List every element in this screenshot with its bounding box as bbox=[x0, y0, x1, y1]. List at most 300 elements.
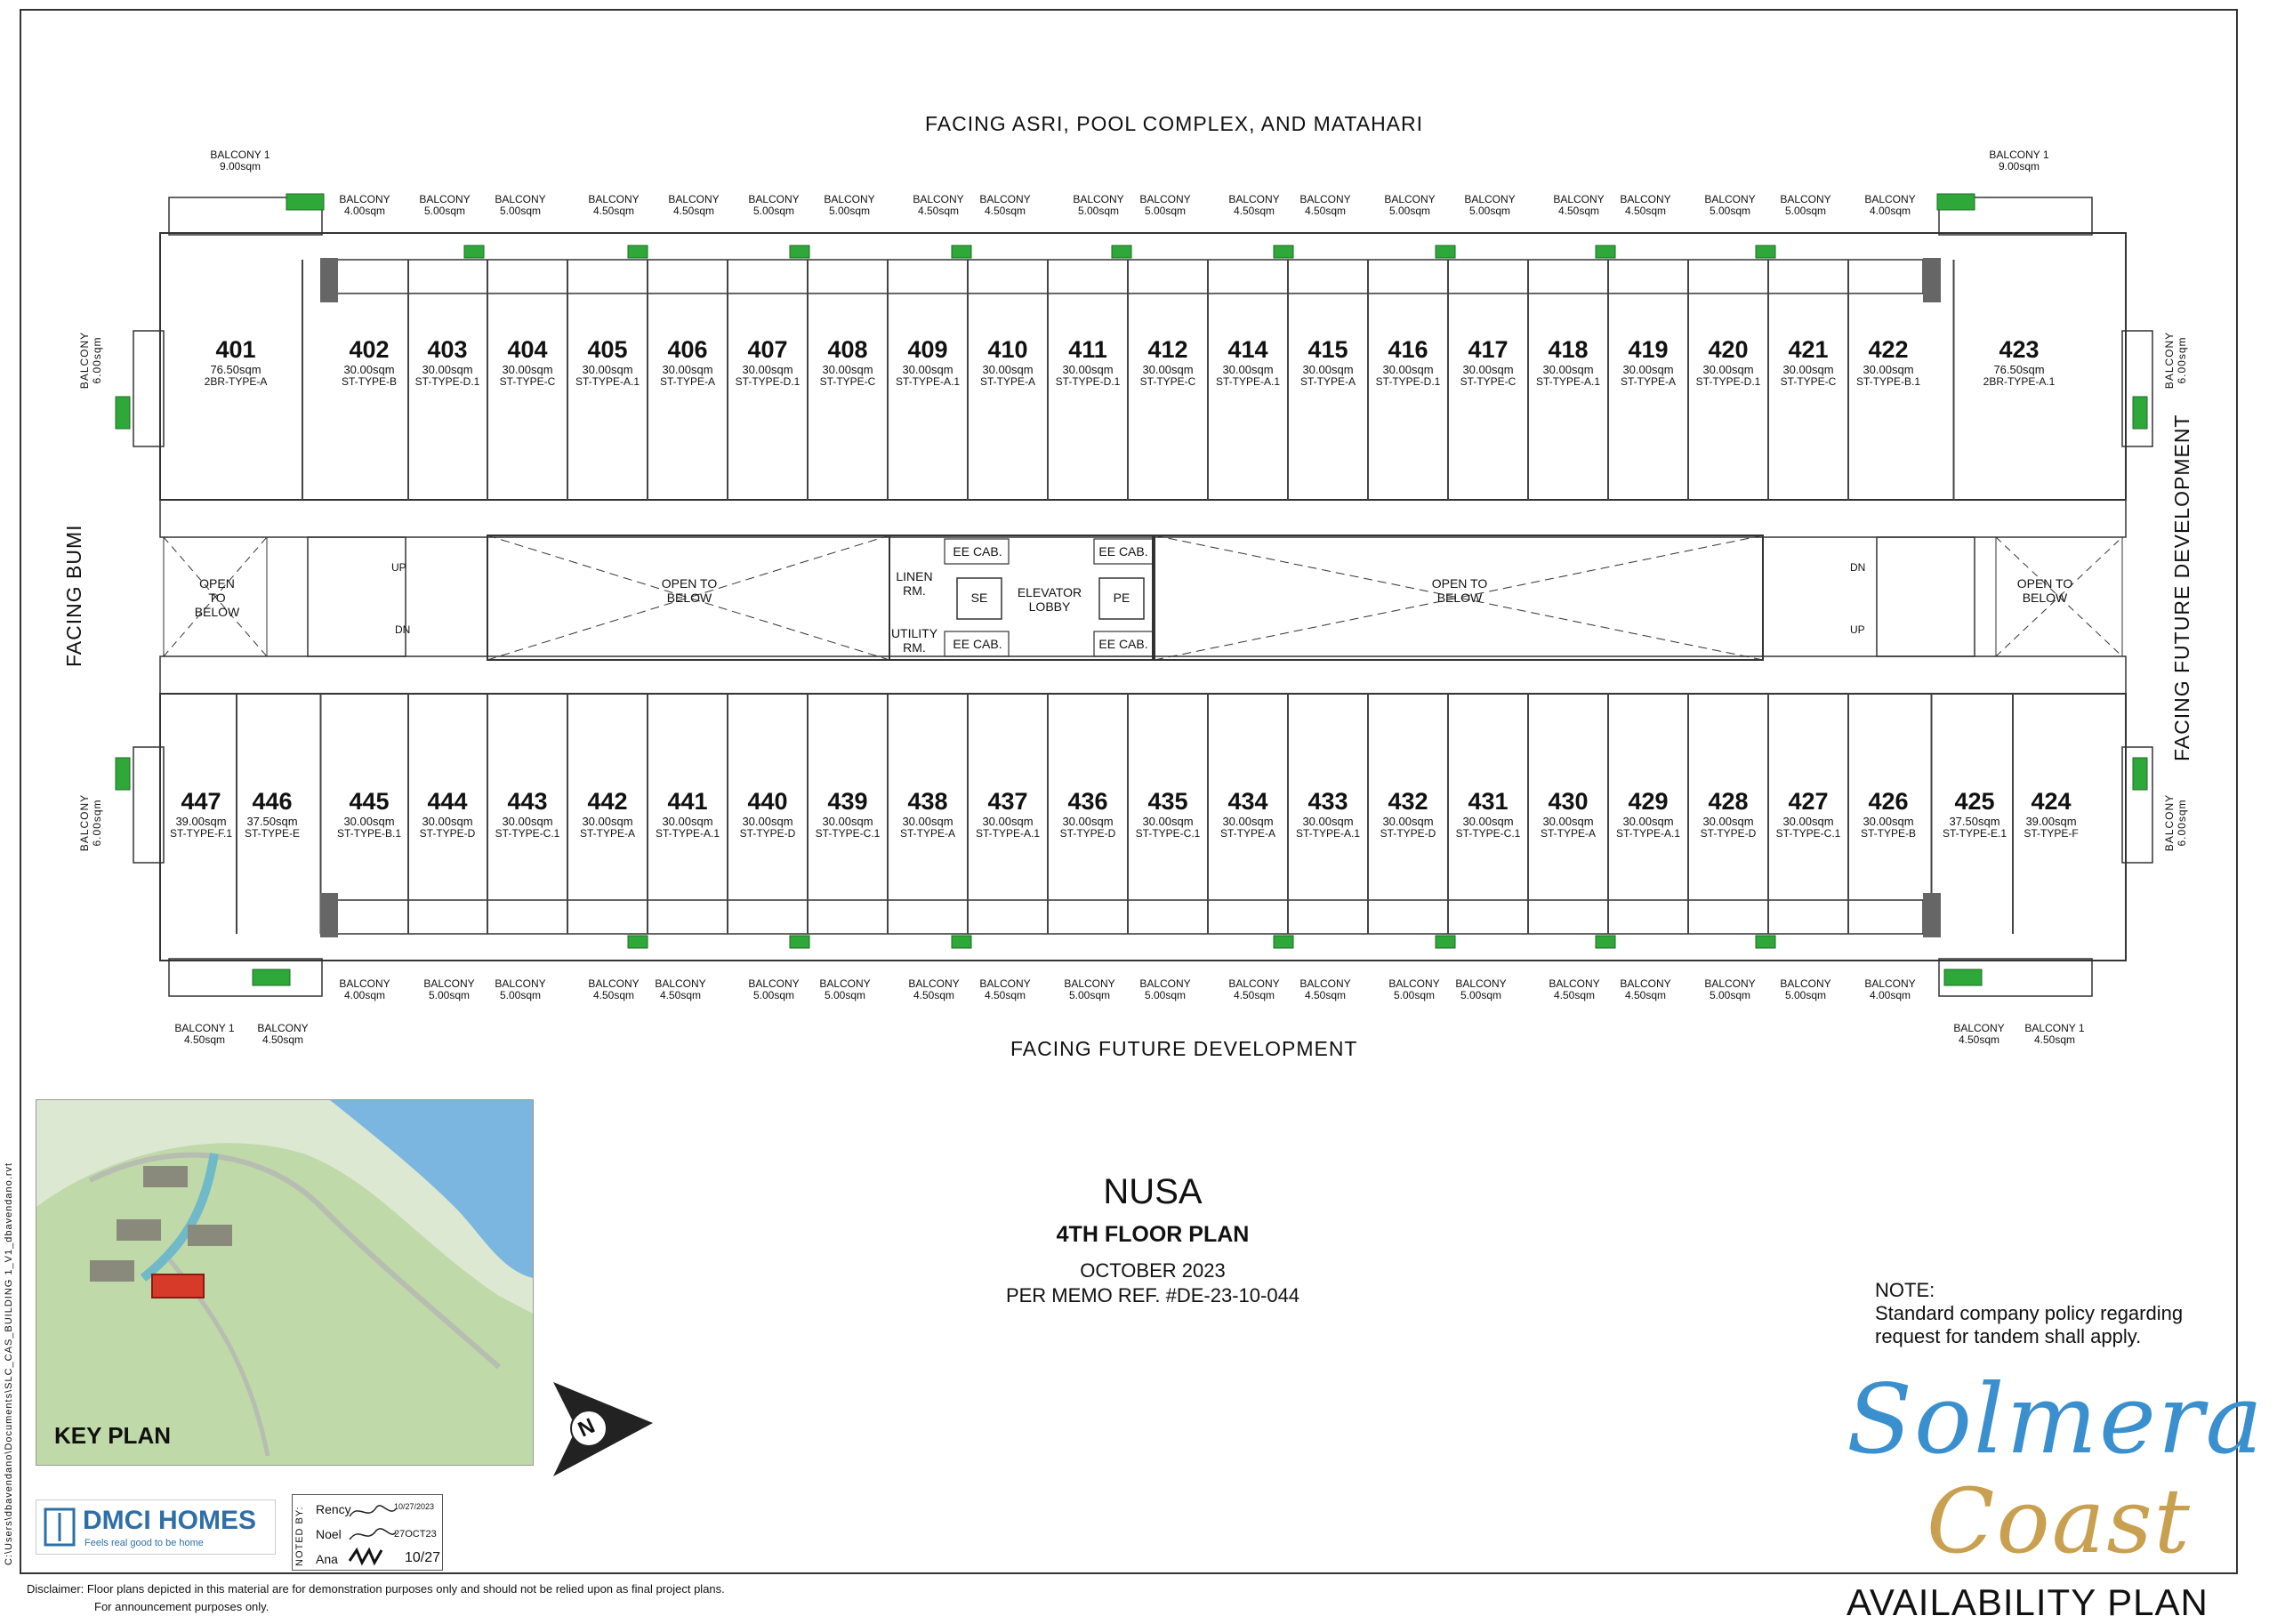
stair-up-left: UP bbox=[391, 561, 406, 574]
floor-plan-title: 4TH FLOOR PLAN bbox=[1056, 1222, 1250, 1247]
noted-by-box bbox=[292, 1494, 443, 1571]
unit-area: 30.00sqm bbox=[1462, 815, 1514, 828]
balcony-area: 4.50sqm bbox=[913, 989, 955, 1002]
balcony-area: 4.50sqm bbox=[917, 205, 960, 218]
unit-area: 30.00sqm bbox=[822, 815, 873, 828]
memo-reference: PER MEMO REF. #DE-23-10-044 bbox=[1005, 1284, 1300, 1306]
balcony-label bbox=[1983, 149, 2055, 173]
unit-number: 444 bbox=[427, 788, 468, 815]
unit-area: 37.50sqm bbox=[1949, 815, 2000, 828]
unit-area: 30.00sqm bbox=[343, 363, 395, 376]
balcony-name: BALCONY bbox=[824, 193, 875, 205]
bottom-unit-436 bbox=[1049, 790, 1127, 839]
facing-left-label: FACING BUMI bbox=[62, 524, 85, 667]
balcony-area: 4.00sqm bbox=[343, 205, 386, 218]
balcony-label bbox=[1379, 978, 1450, 1001]
balcony-area: 5.00sqm bbox=[499, 205, 542, 218]
unit-area: 30.00sqm bbox=[582, 815, 633, 828]
unit-area: 30.00sqm bbox=[582, 363, 633, 376]
unit-type: ST-TYPE-D bbox=[419, 827, 476, 840]
bottom-unit-437 bbox=[969, 790, 1047, 839]
balcony-area: 4.50sqm bbox=[1553, 989, 1596, 1002]
unit-type: ST-TYPE-A.1 bbox=[1295, 827, 1361, 840]
bottom-unit-446 bbox=[233, 790, 311, 839]
unit-number: 436 bbox=[1067, 788, 1108, 815]
balcony-name: BALCONY bbox=[1464, 193, 1516, 205]
unit-number: 446 bbox=[252, 788, 293, 815]
unit-type: ST-TYPE-B bbox=[1860, 827, 1916, 840]
balcony-name: BALCONY bbox=[1549, 977, 1600, 990]
unit-type: ST-TYPE-B.1 bbox=[336, 827, 402, 840]
open-below-center-left: OPEN TO BELOW bbox=[661, 576, 718, 606]
disclaimer-line-1: Disclaimer: Floor plans depicted in this material are for demonstration purposes only and should not be relied upon as final project plans. bbox=[27, 1582, 725, 1596]
unit-type: ST-TYPE-A.1 bbox=[1535, 375, 1601, 388]
balcony-name: BALCONY bbox=[1455, 977, 1507, 990]
balcony-side-bottom-left: BALCONY 6.00sqm bbox=[78, 793, 103, 852]
bottom-unit-444 bbox=[408, 790, 487, 839]
unit-area: 30.00sqm bbox=[822, 363, 873, 376]
balcony-name: BALCONY bbox=[1139, 193, 1191, 205]
unit-number: 441 bbox=[667, 788, 708, 815]
unit-number: 445 bbox=[349, 788, 390, 815]
ee-cab-label-4: EE CAB. bbox=[1098, 637, 1148, 651]
balcony-side-bottom-right: BALCONY 6.00sqm bbox=[2163, 793, 2188, 852]
unit-type: ST-TYPE-D bbox=[1700, 827, 1757, 840]
key-plan-label: KEY PLAN bbox=[54, 1422, 171, 1449]
unit-number: 442 bbox=[587, 788, 628, 815]
noted-by-label: NOTED BY: bbox=[294, 1506, 305, 1566]
unit-type: ST-TYPE-A bbox=[1540, 827, 1596, 840]
bottom-unit-435 bbox=[1129, 790, 1207, 839]
unit-type: ST-TYPE-A bbox=[1299, 375, 1356, 388]
unit-area: 30.00sqm bbox=[1382, 815, 1434, 828]
top-unit-404 bbox=[488, 338, 567, 387]
balcony-label bbox=[578, 194, 649, 217]
note-text: Standard company policy regarding request for tandem shall apply. bbox=[1875, 1302, 2184, 1348]
unit-type: ST-TYPE-C bbox=[1780, 375, 1837, 388]
balcony-area: 4.50sqm bbox=[672, 205, 715, 218]
unit-type: ST-TYPE-F.1 bbox=[169, 827, 232, 840]
unit-number: 407 bbox=[747, 336, 788, 363]
dmci-logo bbox=[36, 1499, 276, 1555]
unit-number: 434 bbox=[1227, 788, 1268, 815]
bottom-unit-440 bbox=[728, 790, 807, 839]
top-unit-417 bbox=[1449, 338, 1527, 387]
balcony-name: BALCONY bbox=[668, 193, 720, 205]
unit-area: 30.00sqm bbox=[1622, 815, 1674, 828]
balcony-name: BALCONY bbox=[748, 193, 800, 205]
unit-area: 30.00sqm bbox=[1302, 363, 1354, 376]
unit-number: 439 bbox=[827, 788, 868, 815]
balcony-label bbox=[1610, 978, 1681, 1001]
balcony-name: BALCONY bbox=[1064, 977, 1115, 990]
service-elevator-label: SE bbox=[970, 591, 988, 605]
unit-type: ST-TYPE-A bbox=[579, 827, 635, 840]
stair-up-right: UP bbox=[1850, 623, 1865, 636]
unit-area: 30.00sqm bbox=[1702, 815, 1754, 828]
balcony-name: BALCONY bbox=[495, 193, 546, 205]
balcony-area: 4.50sqm bbox=[183, 1033, 226, 1047]
unit-type: ST-TYPE-A.1 bbox=[655, 827, 720, 840]
balcony-label bbox=[1454, 194, 1525, 217]
dmci-emblem-icon bbox=[42, 1506, 77, 1548]
balcony-area: 5.00sqm bbox=[1784, 205, 1827, 218]
balcony-area: 5.00sqm bbox=[1144, 989, 1187, 1002]
utility-room-label: UTILITY RM. bbox=[890, 626, 938, 655]
unit-type: ST-TYPE-D bbox=[739, 827, 796, 840]
plan-date: OCTOBER 2023 bbox=[1080, 1259, 1226, 1282]
ee-cab-label-1: EE CAB. bbox=[953, 544, 1002, 559]
balcony-name: BALCONY 1 bbox=[174, 1022, 235, 1034]
top-unit-409 bbox=[889, 338, 967, 387]
bottom-unit-425 bbox=[1935, 790, 2014, 839]
bottom-unit-431 bbox=[1449, 790, 1527, 839]
unit-area: 30.00sqm bbox=[1382, 363, 1434, 376]
bottom-unit-442 bbox=[568, 790, 647, 839]
balcony-label bbox=[169, 1023, 240, 1046]
unit-number: 437 bbox=[987, 788, 1028, 815]
unit-type: ST-TYPE-D.1 bbox=[1695, 375, 1761, 388]
balcony-name: BALCONY bbox=[1073, 193, 1124, 205]
north-label: N bbox=[574, 1413, 599, 1443]
balcony-name: BALCONY bbox=[908, 977, 960, 990]
elevator-lobby-label: ELEVATOR LOBBY bbox=[1017, 585, 1082, 615]
top-unit-420 bbox=[1689, 338, 1767, 387]
top-unit-402 bbox=[330, 338, 408, 387]
unit-number: 421 bbox=[1788, 336, 1829, 363]
balcony-name: BALCONY bbox=[1864, 977, 1916, 990]
unit-number: 426 bbox=[1868, 788, 1909, 815]
unit-area: 30.00sqm bbox=[422, 363, 473, 376]
balcony-area: 5.00sqm bbox=[1709, 989, 1751, 1002]
balcony-label bbox=[1290, 978, 1361, 1001]
top-unit-423 bbox=[1980, 338, 2058, 387]
bottom-unit-441 bbox=[648, 790, 727, 839]
unit-number: 443 bbox=[507, 788, 548, 815]
balcony-name: BALCONY bbox=[913, 193, 964, 205]
balcony-label bbox=[2019, 1023, 2090, 1046]
dmci-name: DMCI HOMES bbox=[83, 1506, 256, 1535]
unit-area: 30.00sqm bbox=[1062, 363, 1114, 376]
unit-type: 2BR-TYPE-A bbox=[204, 375, 268, 388]
balcony-area: 5.00sqm bbox=[428, 989, 471, 1002]
unit-number: 424 bbox=[2031, 788, 2072, 815]
balcony-label bbox=[903, 194, 974, 217]
key-plan bbox=[36, 1099, 534, 1466]
balcony-area: 4.50sqm bbox=[261, 1033, 304, 1047]
balcony-name: BALCONY bbox=[1953, 1022, 2005, 1034]
unit-number: 414 bbox=[1227, 336, 1268, 363]
balcony-name: BALCONY bbox=[1228, 193, 1280, 205]
balcony-name: BALCONY bbox=[819, 977, 871, 990]
top-unit-405 bbox=[568, 338, 647, 387]
balcony-area: 4.50sqm bbox=[1624, 205, 1667, 218]
unit-type: ST-TYPE-B bbox=[341, 375, 397, 388]
balcony-name: BALCONY bbox=[1620, 977, 1671, 990]
unit-type: ST-TYPE-D.1 bbox=[735, 375, 801, 388]
balcony-label bbox=[485, 978, 556, 1001]
ee-cab-label-3: EE CAB. bbox=[1098, 544, 1148, 559]
unit-area: 30.00sqm bbox=[1863, 363, 1914, 376]
unit-type: ST-TYPE-C.1 bbox=[1455, 827, 1521, 840]
unit-area: 30.00sqm bbox=[742, 363, 793, 376]
balcony-side-top-left: BALCONY 6.00sqm bbox=[78, 331, 103, 390]
balcony-label bbox=[1374, 194, 1445, 217]
unit-number: 435 bbox=[1147, 788, 1188, 815]
balcony-label bbox=[578, 978, 649, 1001]
balcony-label bbox=[414, 978, 485, 1001]
balcony-area: 4.50sqm bbox=[1958, 1033, 2000, 1047]
top-unit-418 bbox=[1529, 338, 1607, 387]
balcony-label bbox=[1054, 978, 1125, 1001]
top-unit-411 bbox=[1049, 338, 1127, 387]
unit-type: ST-TYPE-A bbox=[1219, 827, 1275, 840]
balcony-name: BALCONY 1 bbox=[2024, 1022, 2085, 1034]
balcony-name: BALCONY bbox=[1780, 193, 1831, 205]
unit-area: 30.00sqm bbox=[1782, 363, 1834, 376]
unit-area: 30.00sqm bbox=[1542, 815, 1594, 828]
balcony-label bbox=[1770, 194, 1841, 217]
balcony-label bbox=[1770, 978, 1841, 1001]
balcony-area: 4.50sqm bbox=[659, 989, 702, 1002]
unit-number: 403 bbox=[427, 336, 468, 363]
balcony-name: BALCONY bbox=[423, 977, 475, 990]
disclaimer-line-2: For announcement purposes only. bbox=[94, 1600, 270, 1613]
balcony-area: 5.00sqm bbox=[752, 989, 795, 1002]
unit-area: 30.00sqm bbox=[1863, 815, 1914, 828]
balcony-name: BALCONY bbox=[1384, 193, 1436, 205]
balcony-label bbox=[1855, 978, 1926, 1001]
balcony-label bbox=[329, 194, 400, 217]
balcony-label bbox=[970, 978, 1041, 1001]
balcony-area: 5.00sqm bbox=[423, 205, 466, 218]
unit-type: ST-TYPE-A.1 bbox=[575, 375, 640, 388]
top-unit-421 bbox=[1769, 338, 1847, 387]
unit-area: 30.00sqm bbox=[1142, 363, 1194, 376]
unit-area: 30.00sqm bbox=[1542, 363, 1594, 376]
solmera-logo-line1: Solmera bbox=[1847, 1364, 2265, 1475]
balcony-name: BALCONY bbox=[1864, 193, 1916, 205]
unit-number: 406 bbox=[667, 336, 708, 363]
balcony-area: 5.00sqm bbox=[1709, 205, 1751, 218]
balcony-name: BALCONY bbox=[1388, 977, 1440, 990]
balcony-label bbox=[1290, 194, 1361, 217]
unit-area: 30.00sqm bbox=[742, 815, 793, 828]
balcony-label bbox=[1855, 194, 1926, 217]
balcony-label bbox=[1219, 978, 1290, 1001]
bottom-unit-447 bbox=[162, 790, 240, 839]
balcony-name: BALCONY bbox=[495, 977, 546, 990]
unit-type: ST-TYPE-C.1 bbox=[1775, 827, 1841, 840]
facing-bottom-label: FACING FUTURE DEVELOPMENT bbox=[1010, 1037, 1358, 1060]
balcony-name: BALCONY bbox=[339, 977, 390, 990]
balcony-label bbox=[1539, 978, 1610, 1001]
balcony-area: 4.00sqm bbox=[1869, 205, 1911, 218]
balcony-name: BALCONY bbox=[1553, 193, 1605, 205]
balcony-name: BALCONY bbox=[588, 977, 640, 990]
balcony-label bbox=[1219, 194, 1290, 217]
balcony-area: 5.00sqm bbox=[1393, 989, 1436, 1002]
unit-type: 2BR-TYPE-A.1 bbox=[1983, 375, 2056, 388]
bottom-unit-445 bbox=[330, 790, 408, 839]
noted-by-date-3: 10/27 bbox=[405, 1550, 441, 1565]
unit-number: 427 bbox=[1788, 788, 1829, 815]
stair-dn-right: DN bbox=[1850, 561, 1866, 574]
unit-number: 429 bbox=[1628, 788, 1669, 815]
top-unit-414 bbox=[1209, 338, 1287, 387]
unit-type: ST-TYPE-A.1 bbox=[895, 375, 961, 388]
open-below-right: OPEN TO BELOW bbox=[2016, 576, 2073, 606]
balcony-area: 4.50sqm bbox=[984, 989, 1026, 1002]
balcony-area: 4.50sqm bbox=[592, 205, 635, 218]
facing-right-label: FACING FUTURE DEVELOPMENT bbox=[2170, 414, 2193, 761]
balcony-area: 5.00sqm bbox=[1784, 989, 1827, 1002]
top-unit-422 bbox=[1849, 338, 1927, 387]
file-path: C:\Users\dbavendano\Documents\SLC_CAS_BUILDING 1_V1_dbavendano.rvt bbox=[4, 1162, 14, 1565]
unit-number: 412 bbox=[1147, 336, 1188, 363]
balcony-area: 4.00sqm bbox=[1869, 989, 1911, 1002]
unit-area: 30.00sqm bbox=[982, 363, 1034, 376]
balcony-name: BALCONY bbox=[1139, 977, 1191, 990]
unit-number: 447 bbox=[181, 788, 221, 815]
unit-area: 30.00sqm bbox=[1462, 363, 1514, 376]
balcony-label bbox=[1943, 1023, 2015, 1046]
balcony-area: 4.50sqm bbox=[1557, 205, 1600, 218]
balcony-name: BALCONY bbox=[588, 193, 640, 205]
unit-number: 438 bbox=[907, 788, 948, 815]
unit-number: 401 bbox=[215, 336, 256, 363]
noted-by-name-2: Noel bbox=[316, 1527, 342, 1541]
balcony-area: 9.00sqm bbox=[1998, 160, 2040, 173]
balcony-label bbox=[658, 194, 729, 217]
unit-type: ST-TYPE-C bbox=[819, 375, 876, 388]
balcony-area: 5.00sqm bbox=[1144, 205, 1187, 218]
unit-area: 30.00sqm bbox=[902, 815, 953, 828]
unit-type: ST-TYPE-D.1 bbox=[1375, 375, 1441, 388]
availability-plan-title: AVAILABILITY PLAN bbox=[1847, 1581, 2209, 1623]
unit-number: 409 bbox=[907, 336, 948, 363]
top-unit-406 bbox=[648, 338, 727, 387]
bottom-unit-424 bbox=[2012, 790, 2090, 839]
unit-area: 30.00sqm bbox=[422, 815, 473, 828]
balcony-label bbox=[1063, 194, 1134, 217]
unit-area: 30.00sqm bbox=[1702, 363, 1754, 376]
unit-number: 410 bbox=[987, 336, 1028, 363]
unit-area: 30.00sqm bbox=[1222, 363, 1274, 376]
unit-type: ST-TYPE-C bbox=[499, 375, 556, 388]
balcony-label bbox=[738, 978, 809, 1001]
unit-area: 30.00sqm bbox=[902, 363, 953, 376]
balcony-name: BALCONY 1 bbox=[210, 149, 270, 161]
unit-type: ST-TYPE-C bbox=[1139, 375, 1196, 388]
bottom-unit-428 bbox=[1689, 790, 1767, 839]
balcony-name: BALCONY bbox=[257, 1022, 309, 1034]
balcony-name: BALCONY bbox=[979, 193, 1031, 205]
bottom-unit-433 bbox=[1289, 790, 1367, 839]
unit-type: ST-TYPE-A bbox=[1620, 375, 1676, 388]
balcony-name: BALCONY bbox=[1620, 193, 1671, 205]
building-name: NUSA bbox=[1103, 1172, 1203, 1211]
noted-by-date-2: 27OCT23 bbox=[394, 1529, 437, 1540]
unit-number: 425 bbox=[1954, 788, 1995, 815]
bottom-unit-434 bbox=[1209, 790, 1287, 839]
bottom-unit-439 bbox=[809, 790, 887, 839]
unit-type: ST-TYPE-C.1 bbox=[815, 827, 881, 840]
balcony-area: 5.00sqm bbox=[752, 205, 795, 218]
balcony-area: 4.50sqm bbox=[1304, 989, 1347, 1002]
unit-area: 30.00sqm bbox=[502, 363, 553, 376]
unit-area: 30.00sqm bbox=[1622, 363, 1674, 376]
passenger-elevator-label: PE bbox=[1113, 591, 1130, 605]
balcony-label bbox=[1130, 194, 1201, 217]
top-unit-415 bbox=[1289, 338, 1367, 387]
balcony-area: 5.00sqm bbox=[1468, 205, 1511, 218]
unit-type: ST-TYPE-C bbox=[1460, 375, 1517, 388]
balcony-label bbox=[329, 978, 400, 1001]
balcony-name: BALCONY bbox=[1704, 977, 1756, 990]
balcony-area: 4.50sqm bbox=[1233, 205, 1275, 218]
unit-number: 402 bbox=[349, 336, 390, 363]
balcony-area: 5.00sqm bbox=[1068, 989, 1111, 1002]
balcony-label bbox=[1445, 978, 1517, 1001]
unit-number: 418 bbox=[1548, 336, 1589, 363]
top-unit-419 bbox=[1609, 338, 1687, 387]
unit-number: 411 bbox=[1068, 336, 1107, 363]
unit-number: 430 bbox=[1548, 788, 1589, 815]
balcony-name: BALCONY bbox=[1228, 977, 1280, 990]
top-unit-416 bbox=[1369, 338, 1447, 387]
unit-type: ST-TYPE-A.1 bbox=[1615, 827, 1681, 840]
noted-by-name-1: Rency bbox=[316, 1502, 351, 1516]
unit-area: 76.50sqm bbox=[1993, 363, 2045, 376]
balcony-label bbox=[645, 978, 716, 1001]
unit-type: ST-TYPE-A.1 bbox=[975, 827, 1041, 840]
unit-number: 417 bbox=[1468, 336, 1509, 363]
balcony-area: 4.50sqm bbox=[1304, 205, 1347, 218]
balcony-label bbox=[1694, 978, 1766, 1001]
balcony-label bbox=[1130, 978, 1201, 1001]
bottom-unit-426 bbox=[1849, 790, 1927, 839]
unit-type: ST-TYPE-A bbox=[979, 375, 1035, 388]
unit-number: 422 bbox=[1868, 336, 1909, 363]
balcony-area: 4.50sqm bbox=[1624, 989, 1667, 1002]
unit-area: 30.00sqm bbox=[1782, 815, 1834, 828]
balcony-name: BALCONY bbox=[419, 193, 471, 205]
balcony-area: 4.50sqm bbox=[984, 205, 1026, 218]
unit-number: 428 bbox=[1708, 788, 1749, 815]
balcony-name: BALCONY bbox=[1704, 193, 1756, 205]
balcony-name: BALCONY bbox=[979, 977, 1031, 990]
bottom-unit-438 bbox=[889, 790, 967, 839]
balcony-name: BALCONY bbox=[748, 977, 800, 990]
signature-marks bbox=[346, 1499, 399, 1568]
balcony-label bbox=[205, 149, 276, 173]
noted-by-date-1: 10/27/2023 bbox=[394, 1502, 435, 1511]
unit-number: 419 bbox=[1628, 336, 1669, 363]
unit-number: 416 bbox=[1388, 336, 1428, 363]
unit-type: ST-TYPE-C.1 bbox=[1135, 827, 1201, 840]
open-below-left: OPEN TO BELOW bbox=[194, 576, 240, 620]
balcony-area: 5.00sqm bbox=[499, 989, 542, 1002]
top-unit-403 bbox=[408, 338, 487, 387]
linen-room-label: LINEN RM. bbox=[896, 569, 933, 599]
top-unit-407 bbox=[728, 338, 807, 387]
open-below-center-right: OPEN TO BELOW bbox=[1431, 576, 1488, 606]
unit-area: 39.00sqm bbox=[175, 815, 227, 828]
unit-type: ST-TYPE-A.1 bbox=[1215, 375, 1281, 388]
unit-area: 76.50sqm bbox=[210, 363, 261, 376]
balcony-label bbox=[814, 194, 885, 217]
